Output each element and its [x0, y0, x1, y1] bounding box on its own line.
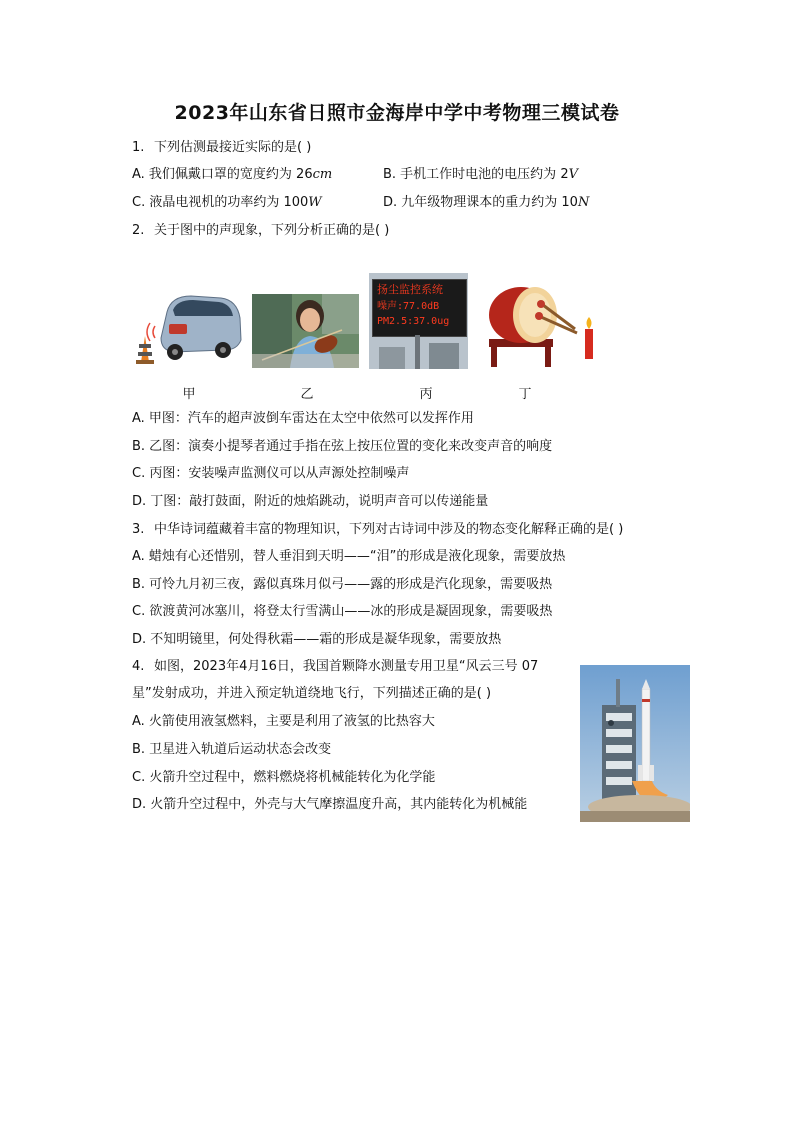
q1-option-c: [132, 195, 322, 211]
q2-number: 2.: [132, 223, 145, 238]
figure-label-bing: 丙: [419, 387, 433, 402]
rocket-illustration: [580, 665, 690, 822]
q4-option-d: D. 火箭升空过程中，外壳与大气摩擦温度升高，其内能转化为机械能: [132, 797, 528, 812]
q1-option-a: [132, 167, 332, 183]
drum-illustration: [481, 283, 599, 367]
q2-stem-text: 关于图中的声现象，下列分析正确的是( ): [154, 223, 390, 238]
figure-label-ding: 丁: [518, 387, 532, 402]
monitor-screen: [372, 279, 467, 337]
q4-number: 4.: [132, 659, 145, 674]
q2-option-d: D. 丁图：敲打鼓面，附近的烛焰跳动，说明声音可以传递能量: [132, 494, 489, 509]
page-title: 2023年山东省日照市金海岸中学中考物理三模试卷: [174, 102, 620, 124]
q1-option-d-text: D. 九年级物理课本的重力约为 10: [383, 195, 578, 210]
q2-option-a: A. 甲图：汽车的超声波倒车雷达在太空中依然可以发挥作用: [132, 411, 474, 426]
q1-option-d-unit: N: [577, 195, 590, 210]
q2-option-c: C. 丙图：安装噪声监测仪可以从声源处控制噪声: [132, 466, 410, 481]
q3-stem: [132, 522, 623, 538]
q1-option-b-unit: V: [568, 167, 578, 182]
q1-stem: [132, 140, 311, 156]
q4-stem-line2: 星”发射成功，并进入预定轨道绕地飞行，下列描述正确的是( ): [132, 686, 492, 701]
q1-option-a-text: A. 我们佩戴口罩的宽度约为 26: [132, 167, 313, 182]
q3-option-d: D. 不知明镜里，何处得秋霜——霜的形成是凝华现象，需要放热: [132, 632, 502, 647]
figure-rocket-launch: [580, 665, 690, 822]
figure-violin-player: [252, 294, 359, 368]
q1-number: 1.: [132, 140, 145, 155]
car-illustration: [133, 288, 243, 366]
q3-option-a: A. 蜡烛有心还惜别，替人垂泪到天明——“泪”的形成是液化现象，需要放热: [132, 549, 566, 564]
monitor-noise: 噪声:77.0dB: [377, 301, 440, 312]
q1-option-c-unit: W: [308, 195, 322, 210]
figure-label-yi: 乙: [300, 387, 314, 402]
monitor-title: 扬尘监控系统: [377, 283, 443, 296]
q1-option-b-text: B. 手机工作时电池的电压约为 2: [383, 167, 569, 182]
q1-option-c-text: C. 液晶电视机的功率约为 100: [132, 195, 309, 210]
figure-label-jia: 甲: [182, 387, 196, 402]
q3-option-c: C. 欲渡黄河冰塞川，将登太行雪满山——冰的形成是凝固现象，需要吸热: [132, 604, 553, 619]
q1-option-d: [383, 195, 589, 211]
q3-number: 3.: [132, 522, 145, 537]
q4-option-c: C. 火箭升空过程中，燃料燃烧将机械能转化为化学能: [132, 770, 436, 785]
q2-stem: [132, 223, 389, 239]
q4-option-b: B. 卫星进入轨道后运动状态会改变: [132, 742, 332, 757]
q4-option-a: A. 火箭使用液氢燃料，主要是利用了液氢的比热容大: [132, 714, 435, 729]
violin-illustration: [252, 294, 359, 368]
q1-stem-text: 下列估测最接近实际的是( ): [154, 140, 312, 155]
figure-drum-candle: [481, 283, 599, 367]
q2-option-b: B. 乙图：演奏小提琴者通过手指在弦上按压位置的变化来改变声音的响度: [132, 439, 553, 454]
q1-option-a-unit: cm: [312, 167, 333, 182]
q3-option-b: B. 可怜九月初三夜，露似真珠月似弓——露的形成是汽化现象，需要吸热: [132, 577, 553, 592]
q4-stem-text-1: 如图，2023年4月16日，我国首颗降水测量专用卫星“风云三号 07: [154, 659, 539, 674]
q4-stem-line1: [132, 659, 538, 675]
q3-stem-text: 中华诗词蕴藏着丰富的物理知识，下列对古诗词中涉及的物态变化解释正确的是( ): [154, 522, 624, 537]
figure-car-radar: [133, 288, 243, 366]
monitor-pm: PM2.5:37.0ug: [377, 316, 450, 327]
q1-option-b: [383, 167, 578, 183]
figure-noise-monitor: [369, 273, 468, 369]
